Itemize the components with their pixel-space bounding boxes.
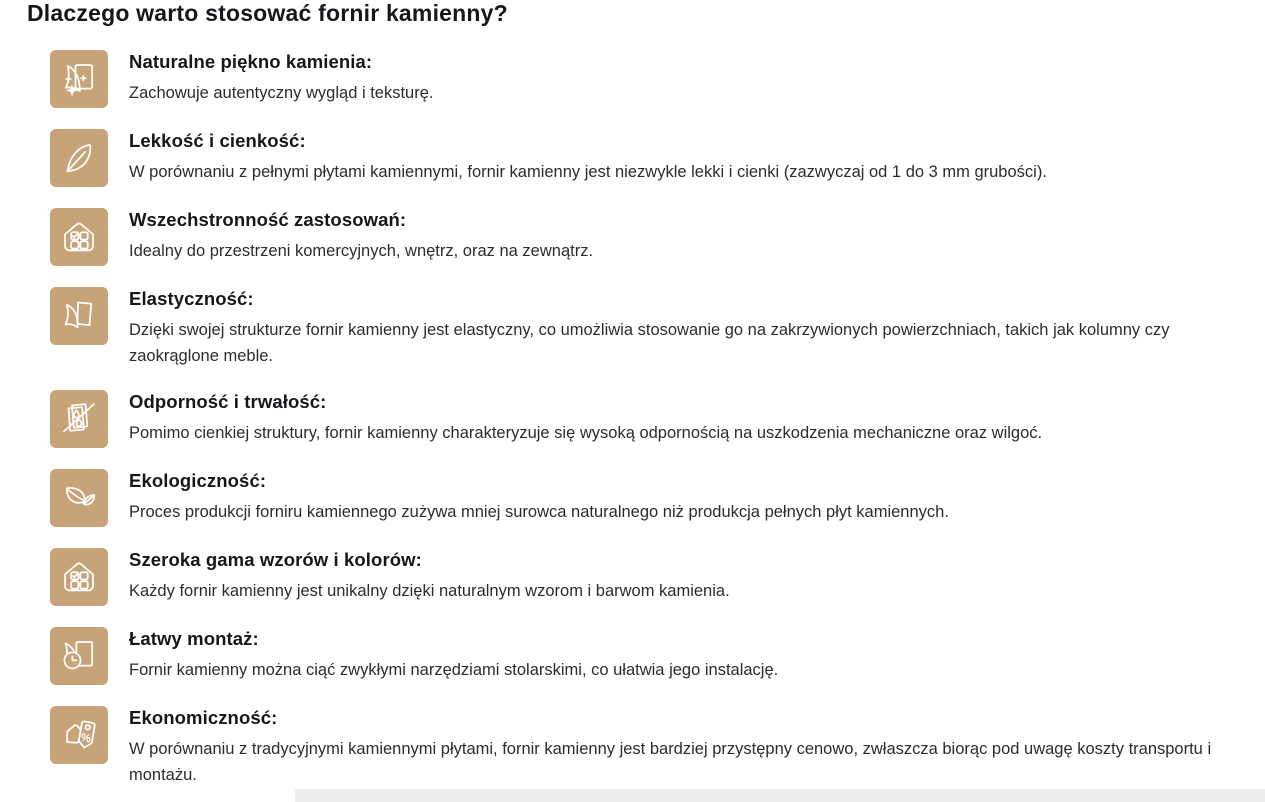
benefit-item-patterns [50, 548, 1238, 606]
benefit-title: Odporność i trwałość: [129, 391, 327, 412]
benefit-desc: Proces produkcji forniru kamiennego zużywa mniej surowca naturalnego niż produkcja pełnych płyt kamiennych. [129, 503, 949, 521]
benefit-desc: Pomimo cienkiej struktury, fornir kamienny charakteryzuje się wysoką odpornością na uszkodzenia mechaniczne oraz wilgoć. [129, 424, 1043, 442]
benefit-desc: Zachowuje autentyczny wygląd i teksturę. [129, 84, 434, 102]
bottom-divider-bar [295, 789, 1265, 802]
benefit-title: Lekkość i cienkość: [129, 130, 306, 151]
benefit-item-eco [50, 469, 1238, 527]
clock-sheet-icon [50, 627, 108, 685]
house-grid-icon [50, 208, 108, 266]
benefit-desc: Dzięki swojej strukturze fornir kamienny jest elastyczny, co umożliwia stosowanie go na zakrzywionych powierzchniach, takich jak kolumny czy zaokrąglone meble. [129, 321, 1170, 365]
benefit-item-lightness [50, 129, 1238, 187]
benefit-item-natural-beauty [50, 50, 1238, 108]
benefit-desc: W porównaniu z tradycyjnymi kamiennymi płytami, fornir kamienny jest bardziej przystępny cenowo, zwłaszcza biorąc pod uwagę koszty transportu i montażu. [129, 740, 1212, 784]
benefit-title: Ekologiczność: [129, 470, 267, 491]
benefit-title: Szeroka gama wzorów i kolorów: [129, 549, 422, 570]
svg-text:%: % [79, 731, 92, 746]
price-tags-icon [50, 706, 108, 764]
eco-leaves-icon [50, 469, 108, 527]
benefit-desc: Fornir kamienny można ciąć zwykłymi narzędziami stolarskimi, co ułatwia jego instalację. [129, 661, 779, 679]
benefit-title: Elastyczność: [129, 288, 254, 309]
benefit-desc: Idealny do przestrzeni komercyjnych, wnętrz, oraz na zewnątrz. [129, 242, 594, 260]
page-title: Dlaczego warto stosować fornir kamienny? [27, 0, 508, 26]
flexible-sheet-icon [50, 287, 108, 345]
feather-icon [50, 129, 108, 187]
benefit-item-durability [50, 390, 1238, 448]
benefit-item-economy [50, 706, 1238, 788]
moisture-resistant-panels-icon [50, 390, 108, 448]
benefit-desc: W porównaniu z pełnymi płytami kamiennymi, fornir kamienny jest niezwykle lekki i cienki (zazwyczaj od 1 do 3 mm grubości). [129, 163, 1047, 181]
benefits-list [50, 50, 1238, 788]
benefit-title: Naturalne piękno kamienia: [129, 51, 373, 72]
benefit-title: Wszechstronność zastosowań: [129, 209, 407, 230]
shine-sheet-icon [50, 50, 108, 108]
house-grid-icon [50, 548, 108, 606]
benefit-title: Ekonomiczność: [129, 707, 278, 728]
benefit-item-flexibility [50, 287, 1238, 369]
benefit-desc: Każdy fornir kamienny jest unikalny dzięki naturalnym wzorom i barwom kamienia. [129, 582, 730, 600]
benefit-title: Łatwy montaż: [129, 628, 259, 649]
benefit-item-versatility [50, 208, 1238, 266]
benefit-item-easy-install [50, 627, 1238, 685]
